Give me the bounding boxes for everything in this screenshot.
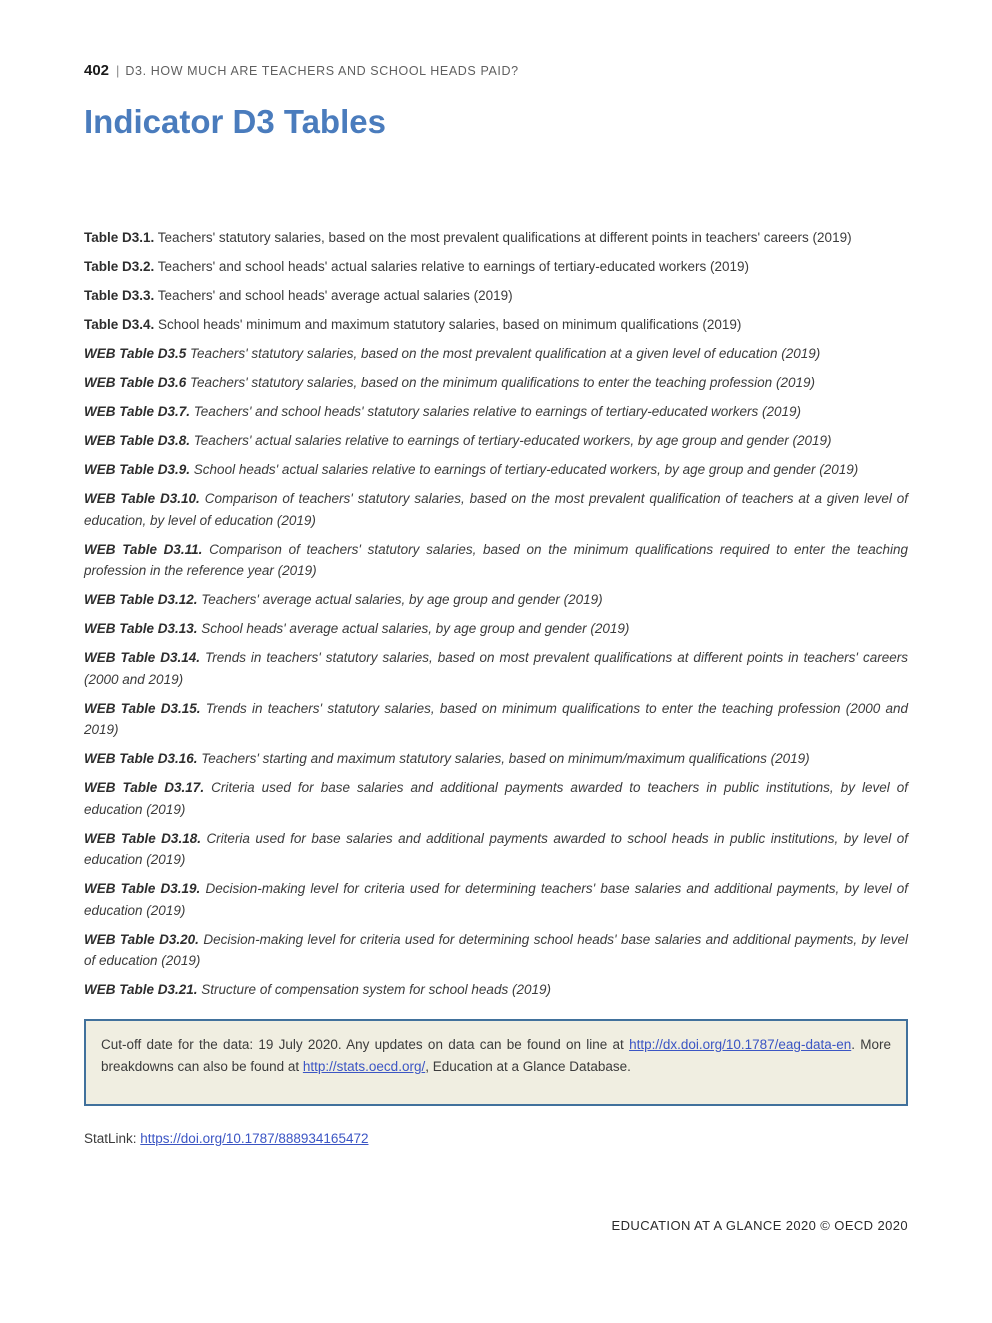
table-entry-d3-4 (84, 314, 908, 336)
page-title: Indicator D3 Tables (84, 103, 386, 140)
table-entry-label: Table D3.4. (84, 317, 155, 332)
running-header (84, 62, 908, 79)
table-entry-d3-11 (84, 539, 908, 582)
table-entry-label: WEB Table D3.15. (84, 700, 201, 716)
table-entry-desc: School heads' actual salaries relative to earnings of tertiary-educated workers, by age group and gender (2019) (193, 462, 859, 477)
eag-data-link[interactable]: http://dx.doi.org/10.1787/eag-data-en (629, 1036, 852, 1052)
table-entry-d3-3 (84, 285, 908, 307)
table-entry-label: WEB Table D3.17. (84, 780, 205, 795)
table-entry-desc: Trends in teachers' statutory salaries, based on minimum qualifications to enter the teaching profession (2000 and 2019) (84, 700, 909, 737)
table-entry-desc: Teachers' and school heads' statutory salaries relative to earnings of tertiary-educated workers (2019) (193, 404, 802, 419)
infobox-text: Cut-off date for the data: 19 July 2020. Any updates on data can be found on line at (101, 1036, 630, 1052)
table-entry-d3-6 (84, 372, 908, 394)
table-entry-d3-13 (84, 618, 908, 640)
table-entry-d3-12 (84, 589, 908, 611)
table-entry-label: WEB Table D3.20. (84, 931, 199, 947)
table-entry-d3-10 (84, 488, 908, 531)
table-entry-label: WEB Table D3.11. (84, 541, 203, 557)
table-entry-desc: Trends in teachers' statutory salaries, based on most prevalent qualifications at different points in teachers' careers (2000 and 2019) (84, 650, 908, 687)
table-entry-desc: Decision-making level for criteria used for determining school heads' base salaries and additional payments, by level of education (2019) (84, 931, 908, 968)
table-entry-label: WEB Table D3.8. (84, 433, 191, 448)
table-entry-d3-1 (84, 227, 908, 249)
table-entry-desc: Criteria used for base salaries and additional payments awarded to teachers in public institutions, by level of education (2019) (84, 780, 909, 817)
table-entry-d3-16 (84, 748, 908, 770)
table-entry-desc: Teachers' statutory salaries, based on the most prevalent qualifications at different points in teachers' careers (2019) (157, 230, 852, 245)
table-entry-d3-20 (84, 929, 908, 972)
table-entry-d3-17 (84, 777, 908, 820)
table-entry-label: WEB Table D3.12. (84, 592, 198, 607)
table-entry-desc: Teachers' actual salaries relative to earnings of tertiary-educated workers, by age group and gender (2019) (193, 433, 832, 448)
table-entry-label: WEB Table D3.5 (84, 346, 187, 361)
table-entry-desc: Criteria used for base salaries and additional payments awarded to school heads in public institutions, by level of education (2019) (84, 830, 908, 867)
table-entry-label: WEB Table D3.10. (84, 491, 200, 506)
table-entry-desc: Decision-making level for criteria used for determining teachers' base salaries and additional payments, by level of education (2019) (84, 881, 908, 918)
table-entry-d3-19 (84, 878, 908, 921)
table-entry-desc: Comparison of teachers' statutory salaries, based on the minimum qualifications required to enter the teaching profession in the reference year (2019) (84, 541, 908, 578)
table-entry-desc: Teachers' statutory salaries, based on the minimum qualifications to enter the teaching profession (2019) (190, 375, 815, 390)
table-entry-label: WEB Table D3.21. (84, 982, 198, 997)
table-entry-desc: Structure of compensation system for school heads (2019) (201, 982, 551, 997)
table-list (84, 227, 908, 1001)
table-entry-desc: Teachers' statutory salaries, based on the most prevalent qualification at a given level of education (2019) (190, 346, 821, 361)
statlink-row (84, 1131, 908, 1146)
table-entry-d3-5 (84, 343, 908, 365)
table-entry-label: WEB Table D3.6 (84, 375, 187, 390)
infobox-text: . More breakdowns can also be found at (101, 1036, 891, 1074)
table-entry-desc: Teachers' and school heads' actual salaries relative to earnings of tertiary-educated workers (2019) (157, 259, 750, 274)
table-entry-d3-2 (84, 256, 908, 278)
table-entry-d3-8 (84, 430, 908, 452)
table-entry-label: Table D3.3. (84, 288, 155, 303)
table-entry-d3-9 (84, 459, 908, 481)
table-entry-label: Table D3.2. (84, 259, 155, 274)
table-entry-label: WEB Table D3.14. (84, 650, 200, 665)
statlink-url[interactable]: https://doi.org/10.1787/888934165472 (140, 1130, 369, 1146)
table-entry-desc: Teachers' starting and maximum statutory salaries, based on minimum/maximum qualifications (2019) (201, 751, 810, 766)
table-entry-label: WEB Table D3.13. (84, 621, 198, 636)
table-entry-d3-21 (84, 979, 908, 1001)
table-entry-desc: School heads' minimum and maximum statutory salaries, based on minimum qualifications (2019) (158, 317, 742, 332)
table-entry-label: Table D3.1. (84, 230, 155, 245)
table-entry-label: WEB Table D3.18. (84, 830, 201, 846)
oecd-stats-link[interactable]: http://stats.oecd.org/ (302, 1058, 426, 1074)
table-entry-desc: School heads' average actual salaries, by age group and gender (2019) (201, 621, 630, 636)
table-entry-label: WEB Table D3.9. (84, 462, 191, 477)
chapter-title: D3. HOW MUCH ARE TEACHERS AND SCHOOL HEADS PAID? (125, 64, 519, 78)
page-footer: EDUCATION AT A GLANCE 2020 © OECD 2020 (611, 1217, 908, 1233)
table-entry-label: WEB Table D3.7. (84, 404, 191, 419)
page-number: 402 (84, 62, 110, 79)
table-entry-d3-15 (84, 698, 908, 741)
table-entry-desc: Comparison of teachers' statutory salaries, based on the most prevalent qualification of teachers at a given level of education, by level of education (2019) (84, 491, 908, 528)
table-entry-desc: Teachers' and school heads' average actual salaries (2019) (157, 288, 513, 303)
statlink-label: StatLink: (84, 1130, 141, 1146)
table-entry-desc: Teachers' average actual salaries, by age group and gender (2019) (201, 592, 603, 607)
header-separator: | (116, 63, 120, 78)
table-entry-d3-18 (84, 828, 908, 871)
table-entry-label: WEB Table D3.16. (84, 751, 198, 766)
table-entry-d3-14 (84, 647, 908, 690)
cutoff-date-infobox (84, 1019, 908, 1106)
table-entry-label: WEB Table D3.19. (84, 881, 201, 896)
infobox-text: , Education at a Glance Database. (425, 1058, 631, 1074)
table-entry-d3-7 (84, 401, 908, 423)
